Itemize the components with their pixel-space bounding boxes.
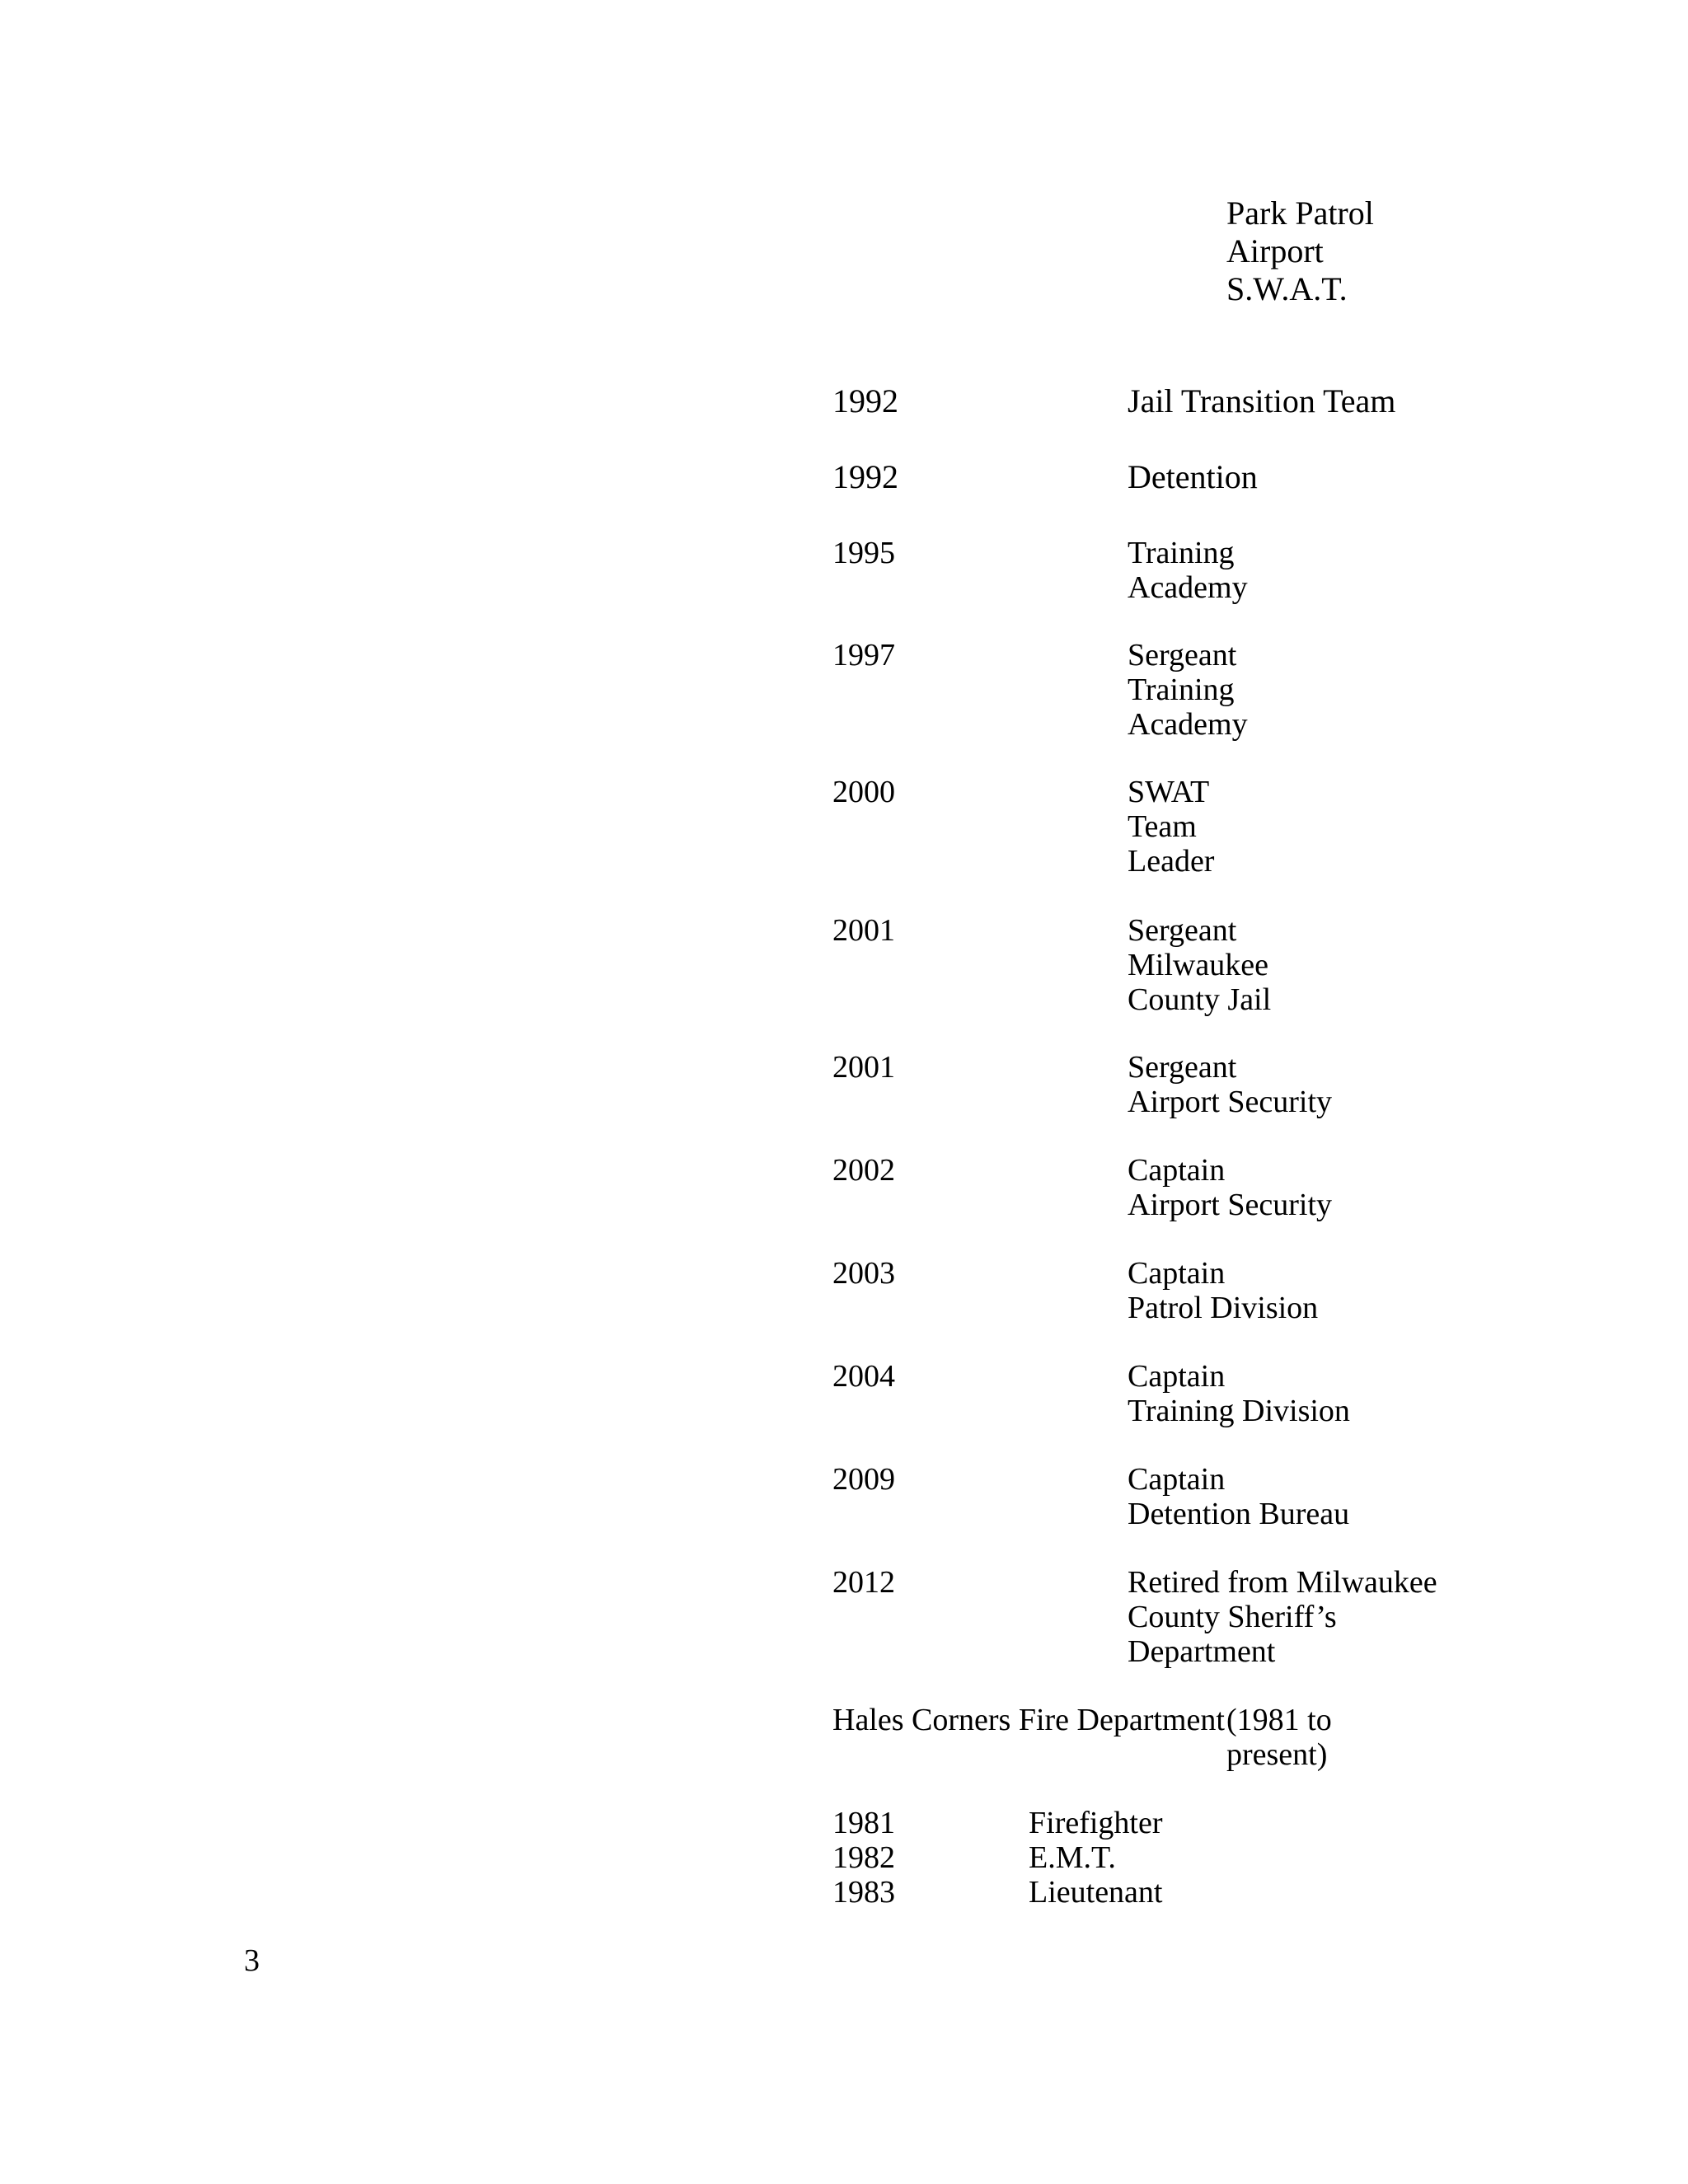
entry-line: Academy: [1128, 707, 1248, 742]
fire-entry-role: Firefighter: [1029, 1806, 1163, 1840]
entry-line: Patrol Division: [1128, 1291, 1319, 1325]
entry-desc: [1128, 1462, 1349, 1531]
entry-line: Training: [1128, 673, 1235, 707]
fire-entry-role: Lieutenant: [1029, 1875, 1163, 1910]
entry-desc: [1128, 1565, 1437, 1669]
entry-desc: [1128, 1256, 1318, 1325]
entry-line: Milwaukee: [1128, 948, 1268, 982]
fire-entry-role: E.M.T.: [1029, 1840, 1116, 1875]
entry-desc: [1128, 1050, 1332, 1119]
fire-dept-period: [1226, 1703, 1332, 1772]
entry-line: Airport Security: [1128, 1085, 1333, 1119]
entry-year: 2003: [832, 1256, 895, 1291]
entry-line: Training: [1128, 536, 1235, 570]
fire-entry-year: 1981: [832, 1806, 895, 1840]
fire-dept-period-line: present): [1226, 1737, 1328, 1772]
entry-line: Academy: [1128, 570, 1248, 605]
fire-entry-year: 1982: [832, 1840, 895, 1875]
entry-year: 1995: [832, 536, 895, 570]
entry-line: Detention Bureau: [1128, 1497, 1350, 1531]
fire-dept-name: Hales Corners Fire Department: [832, 1703, 1225, 1737]
top-list-item: Park Patrol: [1226, 194, 1374, 232]
entry-desc: [1128, 1153, 1332, 1222]
entry-line: Department: [1128, 1634, 1276, 1669]
entry-desc: [1128, 913, 1271, 1017]
entry-line: Airport Security: [1128, 1188, 1333, 1222]
entry-line: County Sheriff’s: [1128, 1600, 1337, 1634]
entry-desc: [1128, 458, 1258, 496]
entry-year: 2004: [832, 1359, 895, 1394]
fire-entry-years: [832, 1806, 895, 1910]
entry-desc: [1128, 1359, 1350, 1428]
top-list-item: Airport: [1226, 232, 1324, 269]
top-list: [1226, 194, 1374, 308]
entry-line: Team: [1128, 809, 1197, 844]
entry-line: Captain: [1128, 1256, 1226, 1291]
entry-year: 2012: [832, 1565, 895, 1600]
entry-line: Retired from Milwaukee: [1128, 1565, 1437, 1600]
fire-entry-year: 1983: [832, 1875, 895, 1910]
entry-line: Training Division: [1128, 1394, 1350, 1428]
page-number: 3: [244, 1943, 260, 1978]
top-list-item: S.W.A.T.: [1226, 270, 1348, 307]
entry-year: 1992: [832, 458, 898, 495]
entry-line: Captain: [1128, 1462, 1226, 1497]
entry-year: 2002: [832, 1153, 895, 1188]
entry-desc: [1128, 536, 1248, 605]
entry-line: Sergeant: [1128, 638, 1237, 673]
fire-entry-roles: [1029, 1806, 1163, 1910]
entry-desc: [1128, 382, 1395, 420]
entry-year: 2009: [832, 1462, 895, 1497]
entry-year: 2001: [832, 913, 895, 948]
entry-year: 1997: [832, 638, 895, 673]
entry-line: Captain: [1128, 1153, 1226, 1188]
entry-line: Detention: [1128, 458, 1258, 495]
entry-line: Sergeant: [1128, 913, 1237, 948]
entry-line: Captain: [1128, 1359, 1226, 1394]
fire-dept-period-line: (1981 to: [1226, 1703, 1332, 1737]
entry-year: 1992: [832, 382, 898, 419]
entry-line: Leader: [1128, 844, 1215, 879]
entry-line: Jail Transition Team: [1128, 382, 1396, 419]
entry-line: Sergeant: [1128, 1050, 1237, 1085]
entry-line: SWAT: [1128, 775, 1210, 809]
entry-desc: [1128, 775, 1214, 879]
entry-year: 2001: [832, 1050, 895, 1085]
entry-year: 2000: [832, 775, 895, 809]
entry-line: County Jail: [1128, 982, 1272, 1017]
entry-desc: [1128, 638, 1248, 742]
